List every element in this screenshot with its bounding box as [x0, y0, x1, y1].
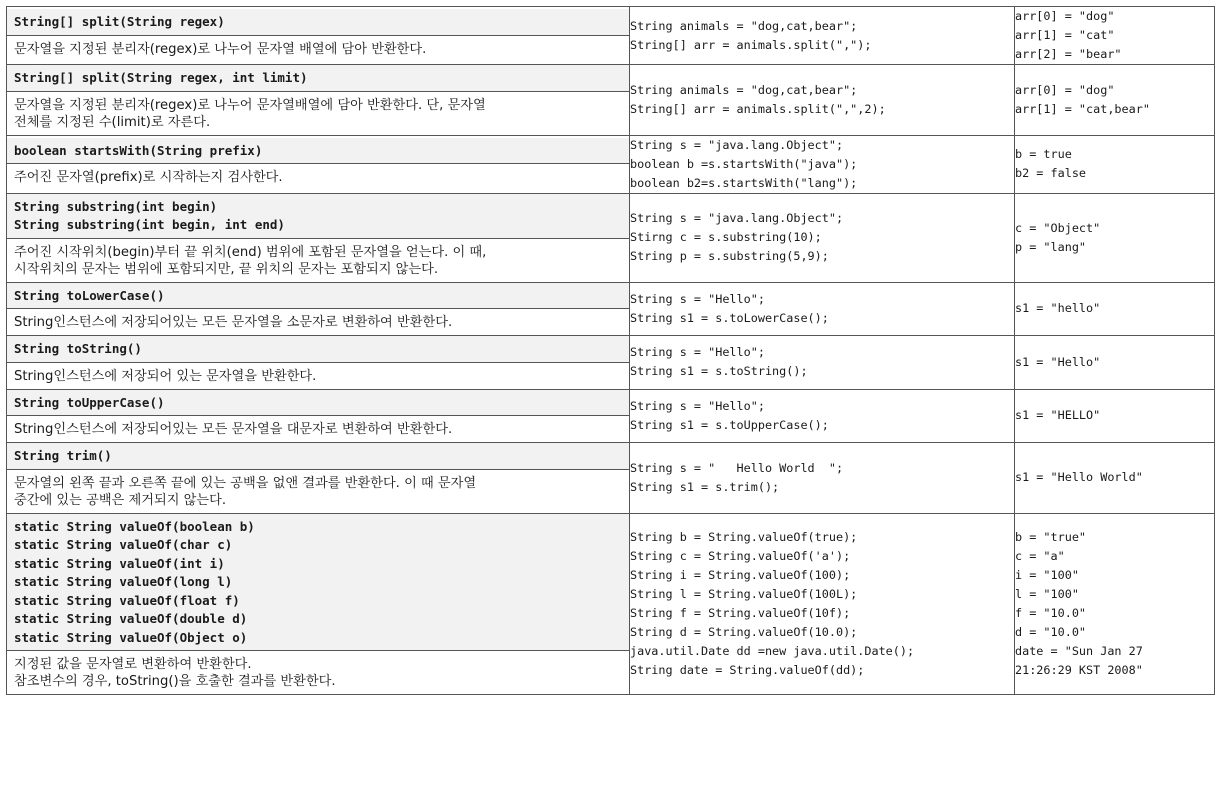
string-methods-table: [6, 6, 1215, 695]
result-line: arr[0] = "dog": [1015, 9, 1115, 23]
method-description: [7, 470, 629, 513]
code-line: String s1 = s.toString();: [630, 364, 808, 379]
method-signature: String substring(int begin): [14, 198, 218, 214]
description-line: 지정된 값을 문자열로 변환하여 반환한다.: [14, 657, 252, 672]
method-signature: static String valueOf(boolean b): [14, 518, 255, 534]
code-line: String s1 = s.trim();: [630, 479, 780, 494]
example-result: [1015, 135, 1215, 193]
method-signature: String[] split(String regex, int limit): [14, 70, 308, 85]
result-line: arr[0] = "dog": [1015, 82, 1115, 97]
result-line: arr[2] = "bear": [1015, 47, 1122, 61]
example-result: [1015, 65, 1215, 136]
example-code: [630, 135, 1015, 193]
description-line: 시작위치의 문자는 범위에 포함되지만, 끝 위치의 문자는 포함되지 않는다.: [14, 261, 439, 277]
table-body: [7, 7, 1215, 695]
description-line: String인스턴스에 저장되어있는 모든 문자열을 대문자로 변환하여 반환한다.: [14, 422, 453, 437]
method-signatures: [7, 514, 629, 652]
description-line: 주어진 시작위치(begin)부터 끝 위치(end) 범위에 포함된 문자열을 얻는다. 이 때,: [14, 244, 487, 260]
method-description: [7, 164, 629, 190]
method-signature: String[] split(String regex): [14, 14, 225, 30]
description-line: 전체를 지정된 수(limit)로 자른다.: [14, 114, 211, 130]
method-signatures: [7, 443, 629, 470]
description-line: 중간에 있는 공백은 제거되지 않는다.: [14, 492, 227, 508]
code-line: String f = String.valueOf(10f);: [630, 605, 851, 620]
result-line: s1 = "hello": [1015, 301, 1101, 316]
method-row: [7, 193, 1215, 282]
method-signatures: [7, 138, 629, 165]
example-result: [1015, 513, 1215, 695]
method-signature: String trim(): [14, 448, 112, 463]
description-line: 문자열의 왼쪽 끝과 오른쪽 끝에 있는 공백을 없앤 결과를 반환한다. 이 때 문자열: [14, 475, 477, 491]
result-line: c = "a": [1015, 548, 1065, 563]
method-signature: static String valueOf(int i): [14, 555, 225, 571]
code-line: String d = String.valueOf(10.0);: [630, 624, 858, 639]
method-description: [7, 92, 629, 135]
method-row: [7, 336, 1215, 390]
code-line: String[] arr = animals.split(",");: [630, 37, 872, 52]
result-line: arr[1] = "cat": [1015, 28, 1115, 42]
result-line: 21:26:29 KST 2008": [1015, 662, 1143, 677]
result-line: b = true: [1015, 147, 1072, 161]
result-line: c = "Object": [1015, 220, 1101, 235]
result-line: s1 = "Hello World": [1015, 470, 1143, 485]
example-result: [1015, 336, 1215, 390]
method-signatures: [7, 9, 629, 36]
code-line: String s1 = s.toLowerCase();: [630, 310, 829, 325]
method-signatures: [7, 65, 629, 92]
code-line: String s = "java.lang.Object";: [630, 211, 844, 225]
method-signature: boolean startsWith(String prefix): [14, 142, 263, 158]
method-signature: static String valueOf(char c): [14, 537, 233, 552]
result-line: date = "Sun Jan 27: [1015, 643, 1143, 658]
description-line: 문자열을 지정된 분리자(regex)로 나누어 문자열배열에 담아 반환한다. 단, 문자열: [14, 97, 486, 113]
code-line: java.util.Date dd =new java.util.Date();: [630, 643, 915, 658]
method-cell: [7, 7, 630, 65]
code-line: String date = String.valueOf(dd);: [630, 662, 865, 677]
description-line: 참조변수의 경우, toString()을 호출한 결과를 반환한다.: [14, 674, 336, 689]
code-line: String c = String.valueOf('a');: [630, 548, 851, 563]
method-signature: String toLowerCase(): [14, 287, 165, 303]
result-line: l = "100": [1015, 586, 1079, 601]
code-line: String animals = "dog,cat,bear";: [630, 18, 858, 33]
method-row: [7, 282, 1215, 336]
code-line: String p = s.substring(5,9);: [630, 249, 829, 263]
description-line: String인스턴스에 저장되어있는 모든 문자열을 소문자로 변환하여 반환한다.: [14, 315, 453, 330]
example-code: [630, 193, 1015, 282]
result-line: b = "true": [1015, 529, 1087, 544]
method-signatures: [7, 283, 629, 310]
description-line: 주어진 문자열(prefix)로 시작하는지 검사한다.: [14, 170, 283, 186]
method-description: [7, 36, 629, 62]
example-result: [1015, 7, 1215, 65]
code-line: boolean b =s.startsWith("java");: [630, 156, 858, 171]
code-line: String l = String.valueOf(100L);: [630, 586, 858, 601]
method-row: [7, 135, 1215, 193]
method-signature: String toString(): [14, 341, 142, 356]
result-line: p = "lang": [1015, 239, 1087, 254]
code-line: boolean b2=s.startsWith("lang");: [630, 175, 858, 190]
code-line: String i = String.valueOf(100);: [630, 567, 851, 582]
method-signatures: [7, 194, 629, 239]
method-description: [7, 363, 629, 389]
method-row: [7, 443, 1215, 514]
code-line: String s1 = s.toUpperCase();: [630, 417, 829, 432]
method-signatures: [7, 336, 629, 363]
description-line: String인스턴스에 저장되어 있는 문자열을 반환한다.: [14, 368, 317, 384]
code-line: String s = "Hello";: [630, 291, 765, 306]
code-line: String s = "Hello";: [630, 398, 765, 413]
example-result: [1015, 282, 1215, 336]
example-code: [630, 513, 1015, 695]
example-code: [630, 389, 1015, 443]
method-cell: [7, 282, 630, 336]
method-row: [7, 65, 1215, 136]
result-line: f = "10.0": [1015, 605, 1087, 620]
example-code: [630, 336, 1015, 390]
method-description: [7, 416, 629, 442]
method-signature: String substring(int begin, int end): [14, 217, 285, 232]
example-result: [1015, 443, 1215, 514]
method-signature: static String valueOf(Object o): [14, 629, 248, 645]
example-code: [630, 65, 1015, 136]
code-line: String b = String.valueOf(true);: [630, 529, 858, 544]
code-line: String animals = "dog,cat,bear";: [630, 82, 858, 97]
method-signatures: [7, 390, 629, 417]
method-cell: [7, 135, 630, 193]
method-cell: [7, 193, 630, 282]
result-line: s1 = "HELLO": [1015, 408, 1101, 423]
result-line: arr[1] = "cat,bear": [1015, 101, 1150, 116]
example-code: [630, 7, 1015, 65]
result-line: b2 = false: [1015, 166, 1087, 180]
result-line: d = "10.0": [1015, 624, 1087, 639]
description-line: 문자열을 지정된 분리자(regex)로 나누어 문자열 배열에 담아 반환한다.: [14, 41, 427, 57]
example-result: [1015, 193, 1215, 282]
code-line: String[] arr = animals.split(",",2);: [630, 101, 886, 116]
code-line: String s = "Hello";: [630, 345, 765, 360]
method-cell: [7, 389, 630, 443]
method-description: [7, 651, 629, 694]
code-line: Stirng c = s.substring(10);: [630, 230, 822, 244]
method-cell: [7, 513, 630, 695]
method-row: [7, 7, 1215, 65]
method-cell: [7, 65, 630, 136]
method-signature: static String valueOf(double d): [14, 611, 248, 626]
method-row: [7, 389, 1215, 443]
result-line: i = "100": [1015, 567, 1079, 582]
example-code: [630, 282, 1015, 336]
method-signature: String toUpperCase(): [14, 394, 165, 410]
method-signature: static String valueOf(float f): [14, 592, 240, 608]
method-description: [7, 239, 629, 282]
code-line: String s = " Hello World ";: [630, 460, 844, 475]
example-result: [1015, 389, 1215, 443]
method-row: [7, 513, 1215, 695]
method-cell: [7, 443, 630, 514]
code-line: String s = "java.lang.Object";: [630, 137, 844, 152]
result-line: s1 = "Hello": [1015, 354, 1101, 369]
method-signature: static String valueOf(long l): [14, 574, 233, 589]
method-description: [7, 309, 629, 335]
example-code: [630, 443, 1015, 514]
method-cell: [7, 336, 630, 390]
